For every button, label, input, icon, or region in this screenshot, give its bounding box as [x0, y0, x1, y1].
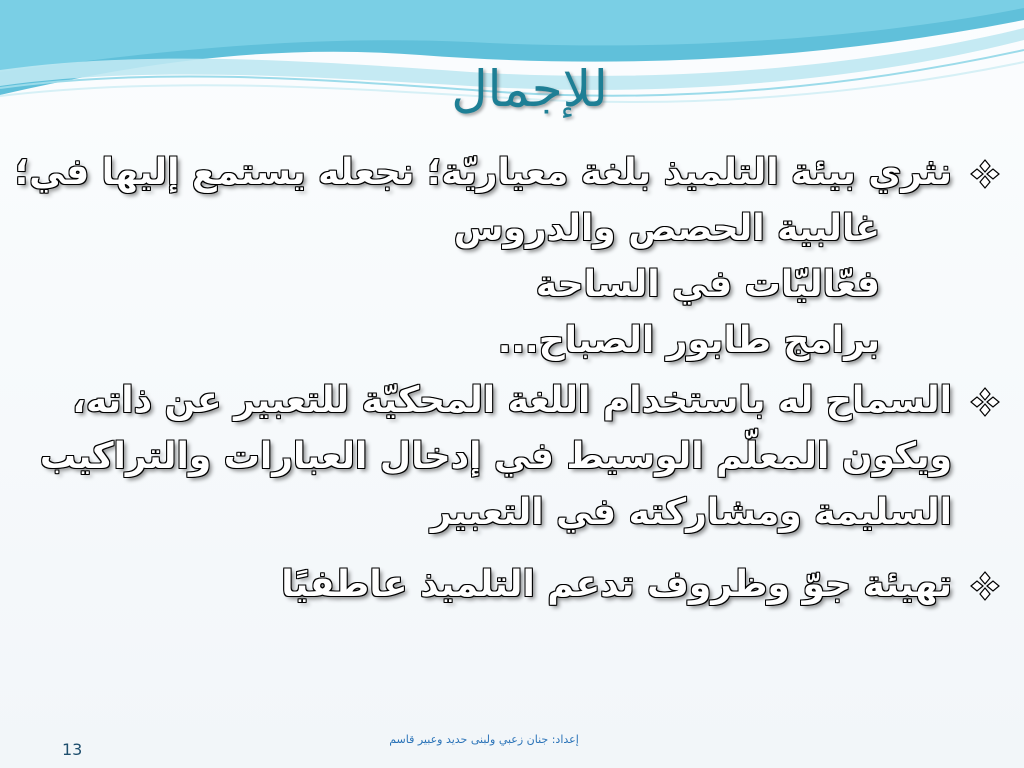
four-diamond-bullet-icon — [970, 159, 1000, 189]
sub-item-1: غالبية الحصص والدروس — [453, 208, 880, 249]
bullet-item-1 — [14, 145, 1004, 369]
slide-title — [0, 60, 1024, 118]
bullet-item-2 — [24, 373, 1004, 541]
bullet-2-line-2: ويكون المعلّم الوسيط في إدخال العبارات والتراكيب — [39, 436, 952, 477]
slide-footer — [0, 733, 1024, 746]
bullet-1-line-1: نثري بيئة التلميذ بلغة معياريّة؛ نجعله يستمع إليها في؛ — [14, 152, 952, 193]
bullet-list — [14, 145, 1004, 613]
bullet-2-line-1: السماح له باستخدام اللغة المحكيّة للتعبير عن ذاته، — [72, 380, 952, 421]
page-number: 13 — [62, 740, 83, 759]
four-diamond-bullet-icon — [970, 571, 1000, 601]
slide-title-text: للإجمال — [451, 60, 608, 118]
bullet-item-3 — [24, 557, 1004, 613]
bullet-3-line-1: تهيئة جوّ وظروف تدعم التلميذ عاطفيًا — [281, 564, 952, 605]
footer-credits: إعداد: جنان زعبي ولبنى حديد وعبير قاسم — [389, 733, 579, 746]
sub-item-3: برامج طابور الصباح... — [497, 320, 880, 361]
four-diamond-bullet-icon — [970, 387, 1000, 417]
bullet-2-line-3: السليمة ومشاركته في التعبير — [430, 492, 952, 533]
sub-item-2: فعّاليّات في الساحة — [535, 264, 880, 305]
